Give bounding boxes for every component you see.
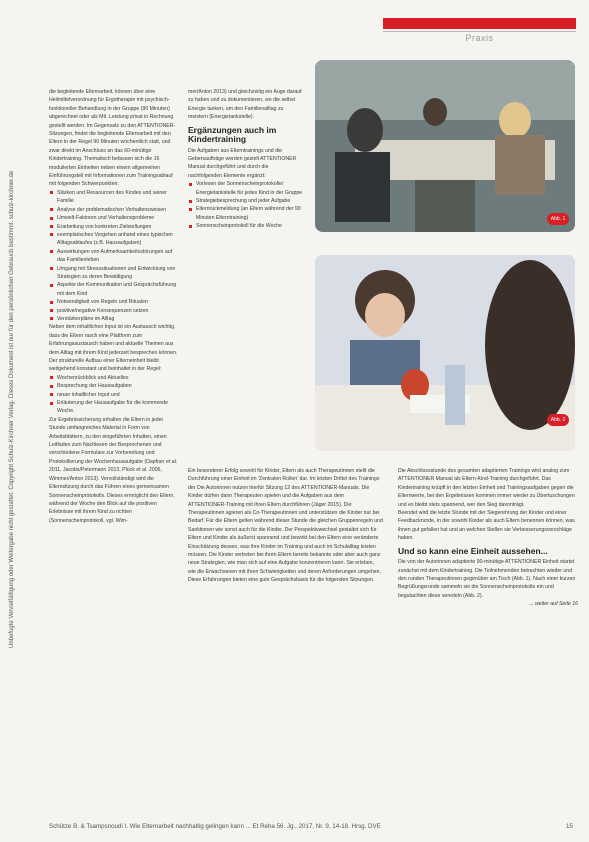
list-item: Vorlesen der Sonnenscheinprotokolle/ Energietankstelle für jedes Kind in der Gruppe	[188, 180, 303, 197]
photo-group-session-illustration	[315, 60, 575, 232]
section-color-bar	[383, 18, 576, 29]
col4-para2: Beendet wird die letzte Stunde mit der Siegerehrung der Kinder und einer Feedbackrunde, in der sowohl Kinder als auch Eltern benennen können, was ihnen gut gefallen hat und an welchen Stellen sie Verbesserungsvorschläge haben.	[398, 510, 575, 542]
list-item: Wochenrückblick und Aktuelles	[49, 374, 179, 382]
photo-child-at-table-illustration	[315, 255, 575, 451]
footer-citation: Schütze B. & Tsampsnoudi I. Wie Elternarbeit nachhaltig gelingen kann ... Et Reha 56. Jg., 2017, Nr. 9, 14-18. Hrsg. DVE	[49, 823, 381, 830]
col1-para3: Zur Ergebnissicherung erhalten die Eltern in jeder Stunde umfangreiches Material in Form von Arbeitsblättern, zu den eingeführten Inhalten, einen Leitfaden zum Nachlesen der Besprochenen und verschiedene Formulare zur Vorbereitung und Protokollierung der Wochenhausaufgabe (Dapfner et al. 2011, Jacobs/Petermann 2013, Plück et al. 2006, Wimmer/Anton 2013). Vervollständigt wird die Elternsitzung durch das Führen eines gemeinsamen Sonnenscheinprotokolls. Dieses ermöglicht den Eltern, während der Woche den Blick auf die positiven Erlebnisse mit ihrem Kind zu richten (Sonnenscheinprotokoll, vgl. Wim-	[49, 416, 178, 524]
photo-group-session	[315, 60, 575, 232]
side-copyright-note	[9, 48, 19, 648]
section-heading: Ergänzungen auch im Kindertraining	[188, 124, 277, 145]
col2-list	[188, 180, 303, 230]
list-item: Umwelt-Faktoren und Verhaltensprobleme	[49, 214, 179, 222]
text-column-4	[398, 467, 578, 609]
section-label: Praxis	[383, 31, 576, 44]
list-item: Umgang mit Stresssituationen und Entwicklung von Strategien zu deren Bewältigung	[49, 265, 179, 282]
col1-intro: die begleitende Elternarbeit, können über eine Heilmittelverordnung für Ergotherapie mit psychisch-funktioneller Behandlung in der Gruppe (90 Minuten) abgerechnet oder als Mtl. Leistung privat in Rechnung gestellt werden. Im Gegensatz zu den ATTENTIONER-Sitzungen, findet die begleitende Elternarbeit mit den Eltern in der Regel 90 Minuten wöchentlich statt, und zwar direkt im Anschluss an das 60-minütige Kindertraining. Thematisch befassen sich die 16 modulierten Einheiten neben einem allgemeinen Einführungsteil mit Informationen zum Trainingsablauf mit folgenden Schwerpunkten:	[49, 89, 176, 188]
list-item: Verstärkerpläne im Alltag	[49, 315, 179, 323]
list-item: Elternrückmeldung (an Eltern während der 90 Minuten Elterntraining)	[188, 205, 303, 222]
text-column-1	[49, 88, 179, 525]
continued-note: → weiter auf Seite 16	[528, 601, 578, 608]
col4-para3: Die von der Autorinnen adaptierte 90-minütige ATTENTIONER Einheit startet zunächst mit dem Kindertraining. Die Teilnehmenden betrachten wieder und den runden Therapeutinnen gegenüber am Tisch (Abb. 1). Nach einer kurzen Begrüßungsrunde sammeln sie die Sonnenscheinprotokolle ein und begutachten diese veredeln (Abb. 2).	[398, 559, 576, 599]
list-item: Erarbeitung von konkreten Zielstellungen	[49, 223, 179, 231]
list-item: Strategiebesprechung und jeder Aufgabe	[188, 197, 303, 205]
list-item: Aspekte der Kommunikation und Gesprächsführung mit dem Kind	[49, 281, 179, 298]
col1-para2: Neben dem inhaltlichen Input ist ein Austausch wichtig, dass die Eltern rasch eine Plattform zum Erfahrungsaustausch haben und aktuelle Themen aus dem Alltag mit ihrem Kind jederzeit besprechen können. Der strukturelle Aufbau einer Elterneinheit bleibt weitgehend konstant und beinhaltet in der Regel:	[49, 324, 178, 373]
list-item: Stärken und Ressourcen des Kindes und seiner Familie	[49, 189, 179, 206]
text-column-2	[188, 88, 303, 231]
side-copyright-text: Unbefugte Vervielfältigung oder Weitergabe nicht gestattet. Copyright Schulz-Kirchner Verlag. Dieses Dokument ist nur für den persönlichen Gebrauch bestimmt. schulz-kirchner.de	[9, 170, 15, 648]
col1-topic-list	[49, 189, 179, 324]
list-item: positive/negative Konsequenzen setzen	[49, 307, 179, 315]
figure-badge-2: Abb. 2	[547, 414, 569, 426]
photo-child-at-table	[315, 255, 575, 451]
list-item: Notwendigkeit von Regeln und Ritualen	[49, 298, 179, 306]
list-item: Besprechung der Hausaufgaben	[49, 382, 179, 390]
col1-structure-list	[49, 374, 179, 416]
list-item: Sonnenscheinprotokoll für die Woche	[188, 222, 303, 230]
col2-intro: mer/Anton 2013) und gleichzeitig ein Auge darauf zu haben und zu dokumentieren, wo die selbst Energie tanken, um den Familienalltag zu meistern (Energietankstelle).	[188, 89, 302, 121]
list-item: Auswirkungen von Aufmerksamkeitsstörungen auf das Familienleben	[49, 248, 179, 265]
page-number: 15	[566, 823, 573, 830]
list-item: Erläuterung der Hausaufgabe für die kommende Woche.	[49, 399, 179, 416]
section-heading: Und so kann eine Einheit aussehen...	[398, 545, 548, 556]
col4-para1: Die Abschlussstunde des gesamten adaptierten Trainings wird analog zum ATTENTIONER Manual als Eltern-Kind-Training durchgeführt. Das Kindertraining knüpft in den letzten Einheit und Trainingsaufgaben gegen die Elternwerte, bei den Ergebnissen kommen immer wieder zu Übertuschungen und es bleibt stets spannend, wer den Sieg davonträgt.	[398, 468, 575, 508]
list-item: Analyse der problematischen Verhaltensweisen	[49, 206, 179, 214]
col3-para: Ein besonderer Erfolg sowohl für Kinder, Eltern als auch Therapeutinnen stellt die Durchführung einer Einheit im 'Zentralen Rollen' dar. Im letzten Drittel des Trainings der Die Autorinnen nutzen hierfür Sitzung 12 des ATTENTIONER-Manuals. Die Kinder dürfen dann Therapeuten spielen und die Aufgaben aus dem ATTENTIONER-Training mit ihren Eltern durchführen (Jäger 2015). Die Therapeutinnen agieren als Co-Therapeutinnen und unterstützen die Kinder nur bei Bedarf. Für die Eltern gelten während dieser Stunde die gleichen Gruppenregeln und Sanktionen wie sonst auch für die Kinder. Der Perspektivwechsel gestaltet sich für Eltern und Kinder als äußerst spannend und bewirkt bei den Eltern eine veränderte Einschätzung dessen, was ihre Kinder im Training und auch im Schulalltag leisten müssen. Die Kinder vertreten bei ihren Eltern bereits bekannte oder aber auch ganz neue Strategien, wie man sich auf eine Aufgabe konzentrieren kann. Sie erleben, wie die Erwachsenen mit ihren Schwierigkeiten und deren Anforderungen umgehen. Diese Erfahrungen bieten eine gute Gesprächsbasis für die folgenden Sitzungen.	[188, 468, 383, 584]
text-column-3	[188, 467, 383, 585]
figure-badge-1: Abb. 1	[547, 213, 569, 225]
list-item: exemplarisches Vorgehen anhand eines typischen Alltagsablaufes (z.B. Hausaufgaben)	[49, 231, 179, 248]
col2-para: Die Aufgaben aus Elterntrainings und die Gebersaufträge werden gezielt ATTENTIONER Manual durchgeführt und durch die nachfolgenden Elemente ergänzt:	[188, 147, 297, 179]
list-item: neuer inhaltlicher Input und	[49, 391, 179, 399]
